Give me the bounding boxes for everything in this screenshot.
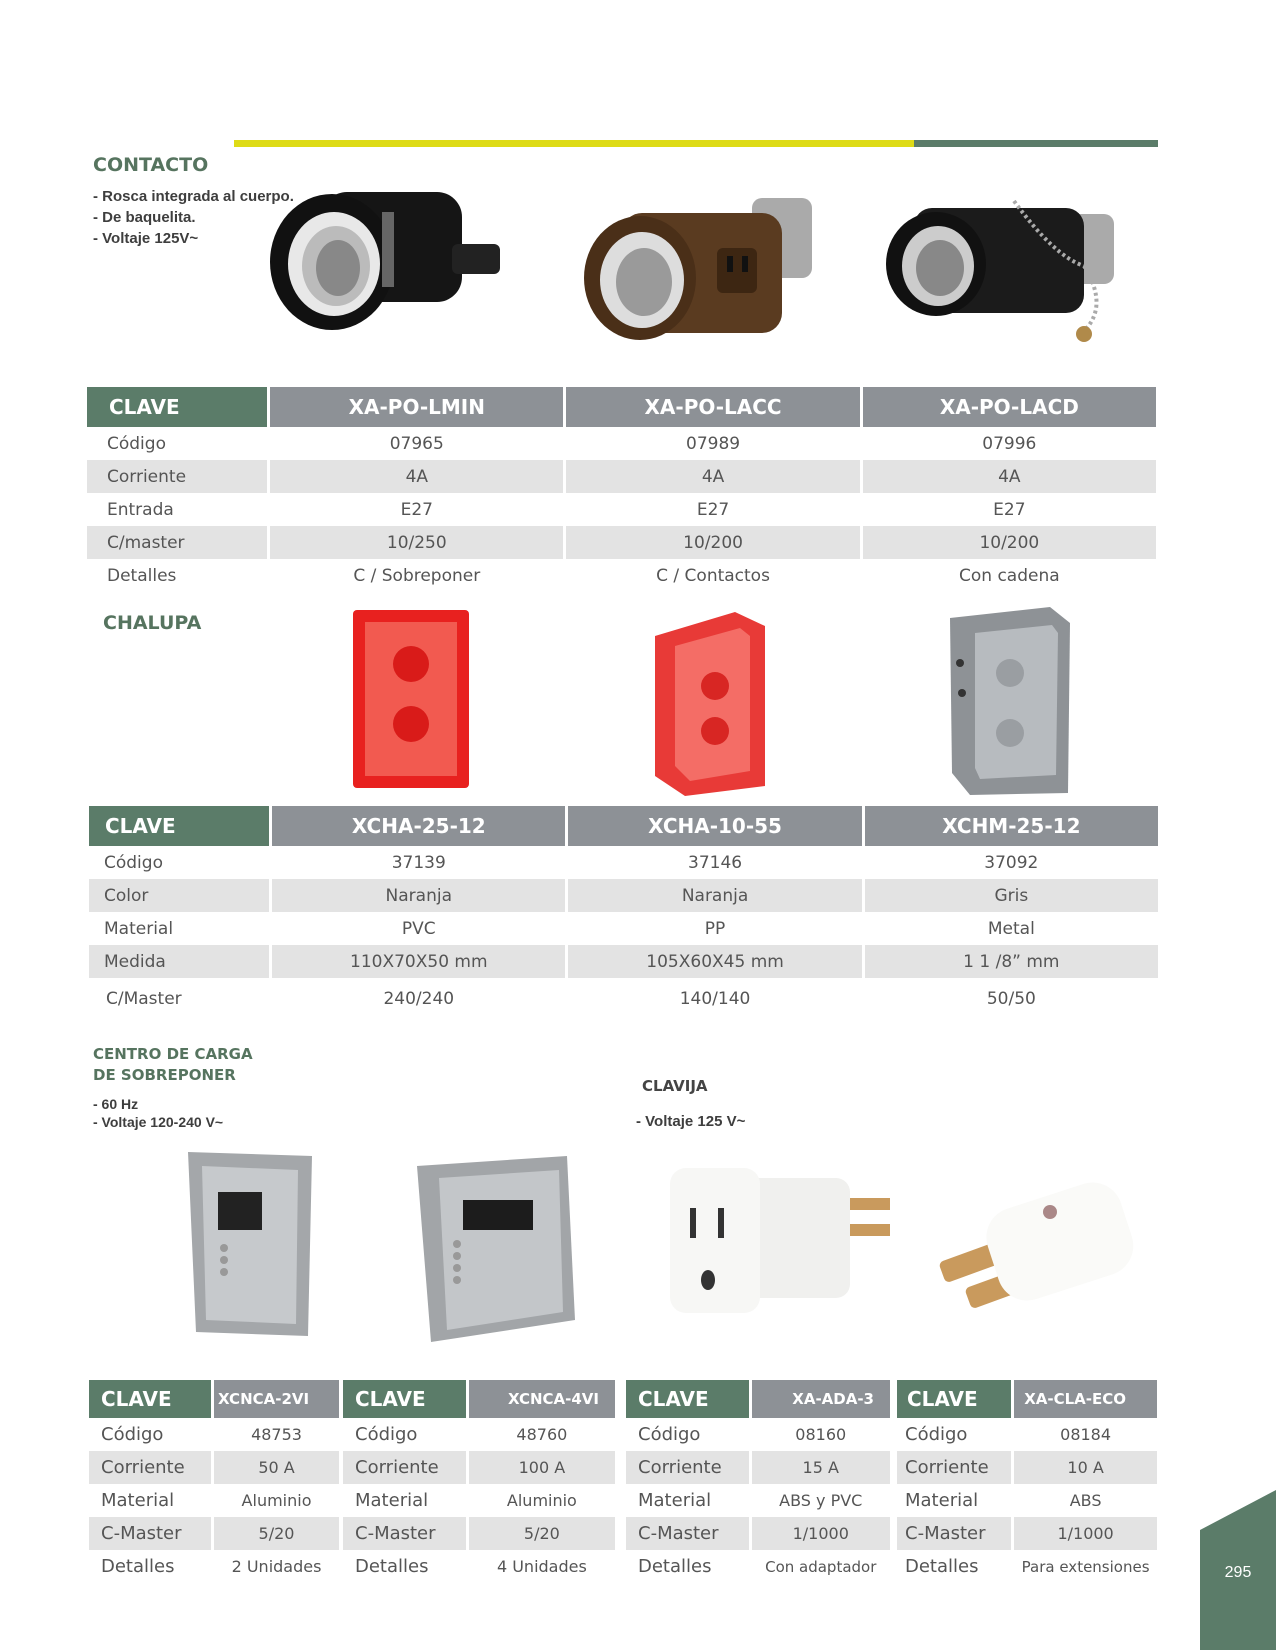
table-cell: 4 Unidades: [496, 1557, 587, 1576]
row-label: Detalles: [355, 1556, 429, 1577]
table-column-header: XA-PO-LACD: [863, 387, 1156, 427]
table-row: [343, 1517, 615, 1550]
table-cell: Aluminio: [241, 1491, 312, 1510]
table-row: [897, 1418, 1157, 1451]
table-cell: 48760: [516, 1425, 568, 1444]
table-key-header: CLAVE: [87, 387, 267, 427]
chalupa-red-pp-photo: [645, 606, 775, 796]
row-label: Detalles: [638, 1556, 712, 1577]
table-cell: Naranja: [568, 879, 861, 912]
table-cell: E27: [696, 499, 730, 520]
table-cell: Aluminio: [506, 1491, 577, 1510]
title-line: CENTRO DE CARGA: [93, 1045, 253, 1063]
table-cell: E27: [400, 499, 433, 520]
row-label: Material: [905, 1490, 979, 1511]
table-row: [89, 1418, 339, 1451]
table-row: [89, 846, 1158, 879]
row-label: Corriente: [626, 1451, 749, 1484]
adapter-plug-photo: [670, 1158, 900, 1323]
chalupa-metal-photo: [940, 603, 1075, 798]
load-center-4-photo: [417, 1152, 577, 1342]
section-title-contacto: CONTACTO: [93, 154, 209, 176]
table-row: [343, 1451, 615, 1484]
table-cell: PVC: [401, 918, 436, 939]
table-key-header: CLAVE: [343, 1380, 466, 1418]
row-label: Código: [355, 1424, 418, 1445]
table-cell: Gris: [865, 879, 1158, 912]
table-cell: 08160: [795, 1425, 847, 1444]
row-label: Código: [638, 1424, 701, 1445]
table-column-header: XCHA-10-55: [568, 806, 861, 846]
table-cell: 1 1 /8” mm: [865, 945, 1158, 978]
bullet: - 60 Hz: [93, 1096, 139, 1112]
table-key-header: CLAVE: [89, 806, 269, 846]
table-column-header: XA-PO-LACC: [566, 387, 859, 427]
row-label: Código: [104, 852, 163, 873]
bullet: - De baquelita.: [93, 209, 196, 226]
table-cell: 240/240: [383, 989, 455, 1009]
row-label: Código: [107, 433, 166, 454]
table-cell: 10/200: [566, 526, 859, 559]
table-row: [626, 1484, 890, 1517]
table-row: [343, 1484, 615, 1517]
row-label: Material: [104, 918, 174, 939]
plug-white-photo: [930, 1158, 1150, 1323]
socket-black-photo: [262, 182, 522, 342]
table-row: [89, 879, 1158, 912]
table-column-header: XCHA-25-12: [272, 806, 565, 846]
row-label: Código: [101, 1424, 164, 1445]
table-cell: Para extensiones: [1021, 1557, 1150, 1576]
table-cell: C / Contactos: [656, 565, 770, 586]
centro-carga-bullets: [93, 1095, 223, 1131]
table-cell: Metal: [987, 918, 1035, 939]
page-number: 295: [1224, 1564, 1252, 1581]
table-cell: 105X60X45 mm: [568, 945, 861, 978]
centro-carga-4vi-table: [340, 1380, 618, 1583]
clavija-ada-table: [623, 1380, 893, 1583]
table-column-header: XA-PO-LMIN: [270, 387, 563, 427]
row-label: Material: [638, 1490, 712, 1511]
contacto-spec-table: [84, 387, 1159, 592]
table-cell: 07996: [982, 433, 1037, 454]
section-title-clavija: CLAVIJA: [642, 1077, 708, 1095]
table-cell: PP: [704, 918, 726, 939]
table-cell: 5/20: [469, 1517, 615, 1550]
table-cell: 37139: [391, 852, 446, 873]
clavija-bullets: [636, 1111, 745, 1132]
section-title-centro-carga: [93, 1044, 253, 1086]
table-cell: 10/200: [863, 526, 1156, 559]
table-cell: 07965: [389, 433, 444, 454]
table-column-header: XCHM-25-12: [865, 806, 1158, 846]
table-cell: 4A: [566, 460, 859, 493]
table-row: [897, 1484, 1157, 1517]
table-cell: C / Sobreponer: [353, 565, 481, 586]
row-label: C-Master: [343, 1517, 466, 1550]
socket-brown-photo: [582, 188, 832, 348]
row-label: C-Master: [626, 1517, 749, 1550]
table-cell: 50/50: [986, 989, 1036, 1009]
table-row: [343, 1418, 615, 1451]
table-row: [89, 912, 1158, 945]
table-column-header: XCNCA-4VI: [469, 1380, 615, 1418]
row-label: Entrada: [107, 499, 174, 520]
table-cell: 10 A: [1014, 1451, 1157, 1484]
table-row: [87, 427, 1156, 460]
section-title-chalupa: CHALUPA: [103, 612, 202, 634]
table-row: [87, 559, 1156, 592]
table-row: [89, 978, 1158, 1020]
row-label: C/master: [87, 526, 267, 559]
bullet: - Voltaje 125 V~: [636, 1113, 746, 1130]
title-line: DE SOBREPONER: [93, 1066, 236, 1084]
row-label: Corriente: [343, 1451, 466, 1484]
table-cell: 140/140: [679, 989, 751, 1009]
accent-bar-yellow: [234, 140, 914, 147]
row-label: Color: [89, 879, 269, 912]
table-key-header: CLAVE: [897, 1380, 1011, 1418]
table-cell: 37092: [984, 852, 1039, 873]
row-label: Detalles: [107, 565, 177, 586]
centro-carga-2vi-table: [86, 1380, 342, 1583]
table-row: [89, 945, 1158, 978]
table-row: [89, 1484, 339, 1517]
table-cell: 1/1000: [1014, 1517, 1157, 1550]
table-cell: 4A: [270, 460, 563, 493]
table-row: [626, 1418, 890, 1451]
table-column-header: XCNCA-2VI: [214, 1380, 339, 1418]
bullet: - Voltaje 125V~: [93, 230, 199, 247]
table-cell: ABS: [1069, 1491, 1102, 1510]
row-label: Medida: [89, 945, 269, 978]
table-cell: 07989: [686, 433, 741, 454]
table-column-header: XA-ADA-3: [752, 1380, 891, 1418]
table-row: [87, 526, 1156, 559]
table-cell: 1/1000: [752, 1517, 891, 1550]
table-cell: 50 A: [214, 1451, 339, 1484]
table-cell: E27: [993, 499, 1026, 520]
table-cell: 4A: [863, 460, 1156, 493]
table-row: [87, 460, 1156, 493]
table-cell: 37146: [688, 852, 743, 873]
table-cell: 15 A: [752, 1451, 891, 1484]
table-column-header: XA-CLA-ECO: [1014, 1380, 1157, 1418]
row-label: Corriente: [897, 1451, 1011, 1484]
table-key-header: CLAVE: [626, 1380, 749, 1418]
table-cell: 2 Unidades: [231, 1557, 322, 1576]
table-cell: Con adaptador: [765, 1557, 877, 1576]
bullet: - Rosca integrada al cuerpo.: [93, 188, 294, 205]
table-row: [626, 1517, 890, 1550]
row-label: C/Master: [106, 989, 182, 1009]
row-label: Detalles: [101, 1556, 175, 1577]
chalupa-red-pvc-photo: [345, 604, 475, 794]
table-row: [897, 1517, 1157, 1550]
table-cell: Naranja: [272, 879, 565, 912]
table-row: [89, 1550, 339, 1583]
table-cell: ABS y PVC: [779, 1491, 863, 1510]
bullet: - Voltaje 120-240 V~: [93, 1114, 224, 1130]
row-label: Corriente: [89, 1451, 211, 1484]
chalupa-spec-table: [86, 806, 1161, 1020]
row-label: Corriente: [87, 460, 267, 493]
accent-bar-green: [914, 140, 1158, 147]
row-label: C-Master: [897, 1517, 1011, 1550]
table-row: [87, 493, 1156, 526]
table-cell: 48753: [251, 1425, 302, 1444]
table-cell: Con cadena: [959, 565, 1060, 586]
clavija-cla-table: [894, 1380, 1160, 1583]
row-label: Material: [355, 1490, 429, 1511]
table-key-header: CLAVE: [89, 1380, 211, 1418]
table-cell: 100 A: [469, 1451, 615, 1484]
table-row: [89, 1451, 339, 1484]
table-cell: 5/20: [214, 1517, 339, 1550]
socket-chain-photo: [884, 196, 1134, 346]
table-cell: 10/250: [270, 526, 563, 559]
table-row: [626, 1451, 890, 1484]
row-label: Código: [905, 1424, 968, 1445]
row-label: Material: [101, 1490, 175, 1511]
table-row: [343, 1550, 615, 1583]
table-cell: 08184: [1060, 1425, 1112, 1444]
load-center-2-photo: [188, 1148, 318, 1338]
row-label: C-Master: [89, 1517, 211, 1550]
row-label: Detalles: [905, 1556, 979, 1577]
table-row: [626, 1550, 890, 1583]
table-row: [89, 1517, 339, 1550]
table-row: [897, 1550, 1157, 1583]
table-cell: 110X70X50 mm: [272, 945, 565, 978]
table-row: [897, 1451, 1157, 1484]
